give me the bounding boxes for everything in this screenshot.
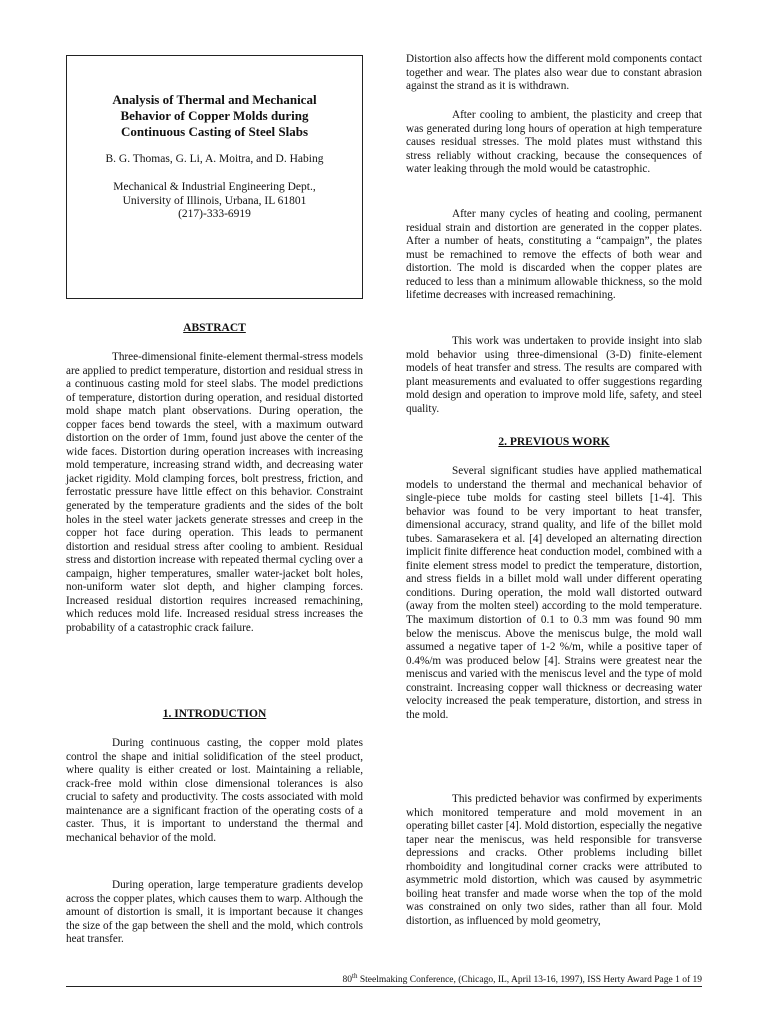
title-box: [66, 55, 363, 299]
footer-ordinal-suffix: th: [352, 972, 358, 980]
page-footer: [343, 972, 702, 985]
footer-ordinal-number: 80: [342, 975, 353, 986]
body-paragraph: After many cycles of heating and cooling, permanent residual strain and distortion are generated in the copper plates. After a number of heats, constituting a “campaign”, the plates must be remachined to remove the effects of both wear and distortion. The mold is discarded when the copper plates are reduced to less than a minimum allowable thickness, so the mold lifetime decreases with increased remachining.: [406, 208, 702, 302]
previous-work-paragraph: This predicted behavior was confirmed by experiments which monitored temperature and mold movement in an operating billet caster [4]. Mold distortion, especially the negative taper near the meniscus, was held responsible for transverse depressions and cracks. Other problems including billet rhomboidity and longitudinal corner cracks were attributed to asymmetric mold distortion, which was caused by asymmetric boiling heat transfer and made worse when the top of the mold was constrained on only two sides, rather than all four. Mold distortion, as influenced by mold geometry,: [406, 793, 702, 927]
body-paragraph: After cooling to ambient, the plasticity and creep that was generated during long hours of operation at high temperature causes residual stresses. The mold plates must withstand this stress reliably without cracking, because the consequences of water leaking through the mold would be catastrophic.: [406, 109, 702, 176]
affiliation-line: (217)-333-6919: [178, 208, 251, 220]
affiliation: [67, 181, 362, 222]
introduction-paragraph: During continuous casting, the copper mold plates control the shape and initial solidification of the steel product, where quality is either created or lost. Maintaining a reliable, crack-free mold within close dimensional tolerances is also crucial to safety and productivity. The costs associated with mold maintenance are a significant fraction of the operating costs of a caster. Thus, it is important to understand the thermal and mechanical behavior of the mold.: [66, 737, 363, 844]
body-paragraph: Distortion also affects how the different mold components contact together and wear. The plates also wear due to constant abrasion against the strand as it is withdrawn.: [406, 53, 702, 93]
introduction-heading: 1. INTRODUCTION: [162, 708, 267, 720]
footer-text: Steelmaking Conference, (Chicago, IL, April 13-16, 1997), ISS Herty Award Page 1 of 19: [357, 975, 702, 986]
abstract-text: Three-dimensional finite-element thermal-stress models are applied to predict temperature, distortion and residual stress in a continuous casting mold for steel slabs. The model predictions of temperature, distortion during operation, and residual distorted mold shape match plant observations. During operation, the copper faces bend towards the steel, with a maximum outward distortion on the order of 1mm, found just above the center of the wide faces. Distortion during operation increases with increasing mold temperature, increasing strand width, and decreasing water jacket rigidity. Mold clamping forces, bolt prestress, friction, and ferrostatic pressure have little effect on this behavior. Constraint generated by the temperature gradients and the sides of the bolt holes in the steel water jackets generate stresses and creep in the copper hot face during operation. This leads to permanent distortion and residual stress after cooling to ambient. Residual stress and distortion increase with repeated thermal cycling over a campaign, higher temperatures, smaller water-jacket bolt holes, non-uniform water slot depth, and higher clamping forces. Increased residual distortion requires increased remachining, which reduces mold life. Increased residual stress increases the probability of a catastrophic crack failure.: [66, 351, 363, 634]
previous-work-heading: 2. PREVIOUS WORK: [498, 436, 610, 448]
previous-work-paragraph: Several significant studies have applied mathematical models to understand the thermal and mechanical behavior of single-piece tube molds for casting steel billets [1-4]. This behavior was found to be very important to heat transfer, dimensional accuracy, strand quality, and life of the billet mold tubes. Samarasekera et al. [4] developed an alternating direction implicit finite difference heat conduction model, combined with a finite element stress model to predict the temperature, distortion, and stress fields in a billet mold wall under different operating conditions. During operation, the mold wall distorted outward (away from the molten steel) according to the mold temperature. The maximum distortion of 0.1 to 0.3 mm was found 90 mm below the meniscus. Above the meniscus bulge, the mold wall assumed a negative taper of 1-2 %/m, while a positive taper of 0.4%/m was produced below [4]. Strains were greatest near the meniscus and varied with the meniscus level and the type of mold constraint. Increasing copper wall thickness or decreasing water velocity increased the peak temperature, distortion, and stress in the mold.: [406, 465, 702, 721]
footer-rule: [66, 986, 702, 987]
paper-title: Analysis of Thermal and Mechanical Behavior of Copper Molds during Continuous Casting of Steel Slabs: [112, 92, 317, 139]
affiliation-line: University of Illinois, Urbana, IL 61801: [122, 194, 307, 207]
abstract-heading: ABSTRACT: [183, 322, 246, 334]
authors: B. G. Thomas, G. Li, A. Moitra, and D. Habing: [105, 153, 324, 165]
affiliation-line: Mechanical & Industrial Engineering Dept.,: [113, 181, 316, 193]
body-paragraph: This work was undertaken to provide insight into slab mold behavior using three-dimensional (3-D) finite-element models of heat transfer and stress. The results are compared with plant measurements and evaluated to offer suggestions regarding mold design and operation to improve mold life, safety, and steel quality.: [406, 335, 702, 415]
introduction-paragraph: During operation, large temperature gradients develop across the copper plates, which causes them to warp. Although the amount of distortion is small, it is important because it changes the size of the gap between the shell and the mold, which controls heat transfer.: [66, 879, 364, 946]
